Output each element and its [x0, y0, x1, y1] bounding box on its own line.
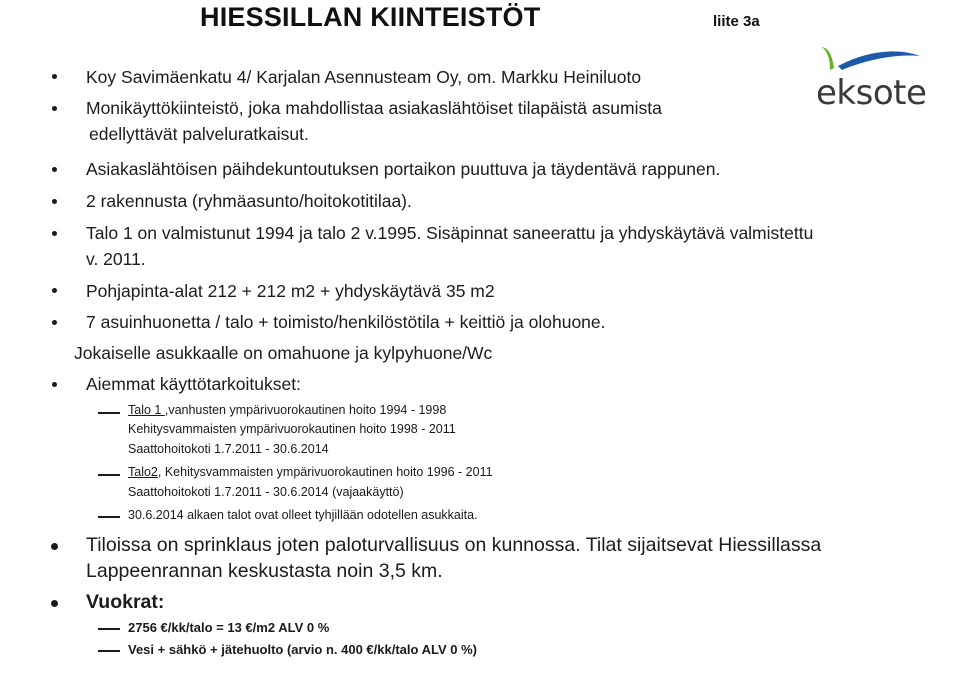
rent-line1: 2756 €/kk/talo = 13 €/m2 ALV 0 %: [128, 620, 330, 635]
bullet-icon: [52, 167, 57, 172]
history-talo2-label: Talo2: [128, 465, 158, 479]
list-item: Monikäyttökiinteistö, joka mahdollistaa asiakaslähtöiset tilapäistä asumista: [86, 98, 662, 118]
dash-icon: [98, 650, 120, 652]
rent-line2: Vesi + sähkö + jätehuolto (arvio n. 400 €/kk/talo ALV 0 %): [128, 642, 477, 657]
bullet-icon: [51, 600, 58, 607]
list-item-continuation: v. 2011.: [86, 249, 146, 269]
bullet-icon: [52, 74, 57, 79]
list-item-continuation: edellyttävät palveluratkaisut.: [89, 124, 309, 144]
bullet-icon: [52, 106, 57, 111]
sprinkler-text-line2: Lappeenrannan keskustasta noin 3,5 km.: [86, 560, 443, 582]
bullet-icon: [51, 543, 58, 550]
list-item: 2 rakennusta (ryhmäasunto/hoitokotitilaa).: [86, 191, 412, 211]
sprinkler-text-line1: Tiloissa on sprinklaus joten paloturvallisuus on kunnossa. Tilat sijaitsevat Hiessillassa: [86, 534, 822, 556]
list-item: Pohjapinta-alat 212 + 212 m2 + yhdyskäytävä 35 m2: [86, 281, 495, 301]
dash-icon: [98, 628, 120, 630]
history-item-talo1: [128, 401, 446, 420]
list-item-continuation: Jokaiselle asukkaalle on omahuone ja kylpyhuone/Wc: [74, 343, 493, 363]
logo-swoosh-icon: [808, 44, 926, 74]
history-item-empty: 30.6.2014 alkaen talot ovat olleet tyhjillään odotellen asukkaita.: [128, 508, 478, 522]
bullet-icon: [52, 320, 57, 325]
dash-icon: [98, 516, 120, 518]
history-talo1-line2: Kehitysvammaisten ympärivuorokautinen hoito 1998 - 2011: [128, 422, 456, 436]
list-item: 7 asuinhuonetta / talo + toimisto/henkilöstötila + keittiö ja olohuone.: [86, 312, 606, 332]
dash-icon: [98, 412, 120, 414]
dash-icon: [98, 474, 120, 476]
history-talo2-line1: , Kehitysvammaisten ympärivuorokautinen hoito 1996 - 2011: [157, 465, 493, 479]
bullet-icon: [52, 382, 57, 387]
history-talo1-line1: ,vanhusten ympärivuorokautinen hoito 1994 - 1998: [164, 403, 447, 417]
history-talo1-line3: Saattohoitokoti 1.7.2011 - 30.6.2014: [128, 442, 329, 456]
rent-label: Vuokrat:: [86, 591, 165, 613]
list-item: Koy Savimäenkatu 4/ Karjalan Asennusteam Oy, om. Markku Heiniluoto: [86, 67, 642, 87]
list-item: Asiakaslähtöisen päihdekuntoutuksen portaikon puuttuva ja täydentävä rappunen.: [86, 159, 721, 179]
page-title: HIESSILLAN KIINTEISTÖT: [200, 2, 541, 32]
bullet-icon: [52, 199, 57, 204]
list-item: Aiemmat käyttötarkoitukset:: [86, 374, 301, 394]
history-talo1-label: Talo 1: [128, 403, 165, 417]
eksote-logo: [808, 44, 926, 114]
bullet-icon: [52, 231, 57, 236]
logo-text: eksote: [816, 73, 927, 113]
attachment-label: liite 3a: [713, 13, 760, 30]
bullet-icon: [52, 288, 57, 293]
history-item-talo2: [128, 463, 493, 482]
history-talo2-line2: Saattohoitokoti 1.7.2011 - 30.6.2014 (vajaakäyttö): [128, 485, 404, 499]
list-item: Talo 1 on valmistunut 1994 ja talo 2 v.1995. Sisäpinnat saneerattu ja yhdyskäytävä valmistettu: [86, 223, 814, 243]
